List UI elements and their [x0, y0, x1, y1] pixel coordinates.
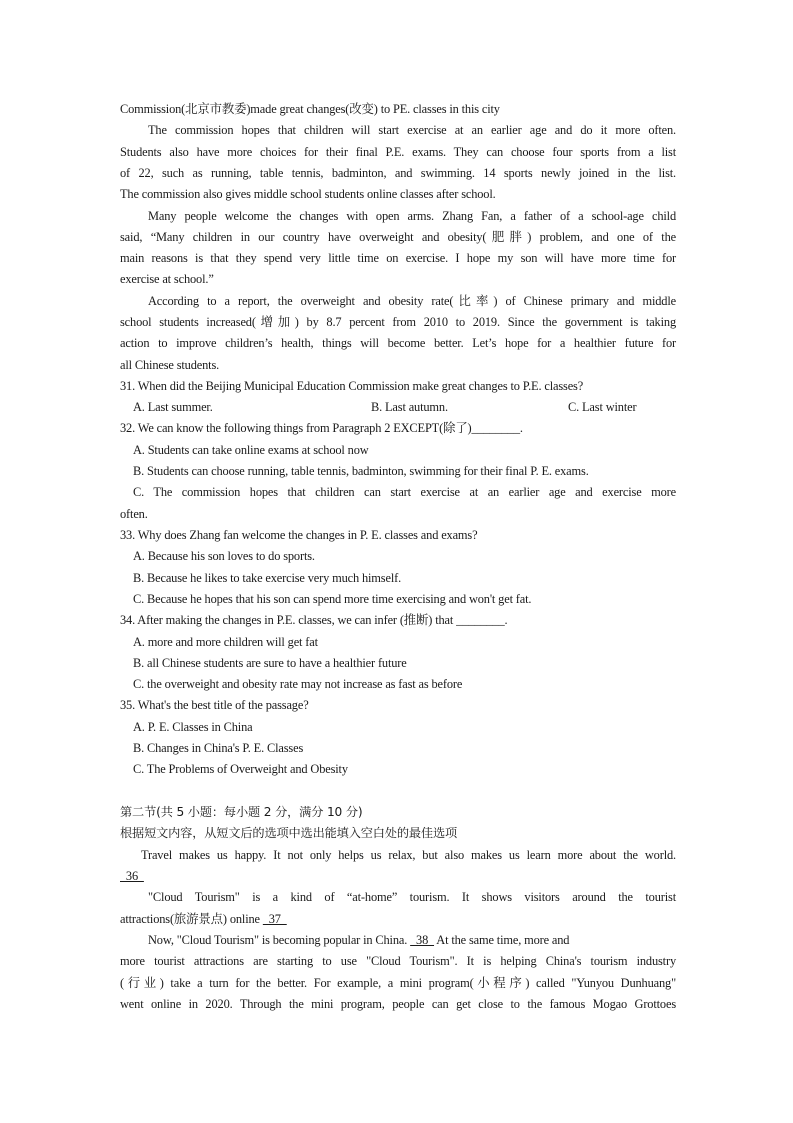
passage-line: said, “Many children in our country have overweight and obesity(肥胖) problem, and one of the — [120, 230, 676, 244]
section-instruction: 根据短文内容，从短文后的选项中选出能填入空白处的最佳选项 — [120, 826, 458, 840]
option-b[interactable]: B. Changes in China's P. E. Classes — [133, 741, 304, 755]
cloze-line: more tourist attractions are starting to use "Cloud Tourism". It is helping China's tourism industry — [120, 954, 676, 968]
question-35: 35. What's the best title of the passage? — [120, 698, 309, 712]
cloze-text: attractions(旅游景点) online — [120, 912, 263, 926]
passage-line: Commission(北京市教委)made great changes(改变) to PE. classes in this city — [120, 102, 500, 116]
option-b[interactable]: B. all Chinese students are sure to have a healthier future — [133, 656, 407, 670]
passage-line: all Chinese students. — [120, 358, 220, 372]
option-c[interactable]: C. The commission hopes that children can start exercise at an earlier age and exercise more — [133, 485, 676, 499]
cloze-line — [148, 932, 676, 948]
blank-36[interactable]: 36 — [120, 869, 144, 883]
cloze-text: Now, "Cloud Tourism" is becoming popular in China. — [148, 933, 411, 947]
question-32: 32. We can know the following things from Paragraph 2 EXCEPT(除了)________. — [120, 421, 523, 435]
option-b[interactable]: B. Because he likes to take exercise very much himself. — [133, 571, 402, 585]
option-c[interactable]: C. the overweight and obesity rate may not increase as fast as before — [133, 677, 463, 691]
passage-line: The commission also gives middle school students online classes after school. — [120, 187, 496, 201]
passage-line: According to a report, the overweight and obesity rate(比率) of Chinese primary and middle — [148, 294, 676, 308]
cloze-text: At the same time, more and — [434, 933, 570, 947]
passage-line: The commission hopes that children will start exercise at an earlier age and do it more often. — [148, 123, 676, 137]
option-b[interactable]: B. Last autumn. — [371, 400, 448, 414]
question-31: 31. When did the Beijing Municipal Education Commission make great changes to P.E. classes? — [120, 379, 584, 393]
cloze-line: went online in 2020. Through the mini program, people can get close to the famous Mogao Grottoes — [120, 997, 676, 1011]
passage-line: Many people welcome the changes with open arms. Zhang Fan, a father of a school-age child — [148, 209, 676, 223]
passage-line: of 22, such as running, table tennis, badminton, and swimming. 14 sports newly joined in the list. — [120, 166, 676, 180]
cloze-line — [120, 911, 676, 927]
passage-line: main reasons is that they spend very little time on exercise. I hope my son will have more time for — [120, 251, 676, 265]
option-c[interactable]: C. Last winter — [568, 400, 637, 414]
option-a[interactable]: A. Students can take online exams at school now — [133, 443, 369, 457]
blank-37[interactable]: 37 — [262, 912, 287, 926]
cloze-line: (行业) take a turn for the better. For example, a mini program(小程序) called "Yunyou Dunhuang" — [120, 976, 676, 990]
cloze-line — [120, 868, 676, 884]
passage-line: Students also have more choices for their final P.E. exams. They can choose four sports from a list — [120, 145, 676, 159]
option-a[interactable]: A. more and more children will get fat — [133, 635, 318, 649]
option-a[interactable]: A. P. E. Classes in China — [133, 720, 253, 734]
blank-38[interactable]: 38 — [410, 933, 435, 947]
option-c-continued: often. — [120, 507, 148, 521]
option-a[interactable]: A. Last summer. — [133, 400, 213, 414]
question-33: 33. Why does Zhang fan welcome the changes in P. E. classes and exams? — [120, 528, 478, 542]
question-34: 34. After making the changes in P.E. classes, we can infer (推断) that ________. — [120, 613, 508, 627]
option-b[interactable]: B. Students can choose running, table tennis, badminton, swimming for their final P. E. exams. — [133, 464, 589, 478]
passage-line: exercise at school.” — [120, 272, 214, 286]
passage-line: school students increased(增加) by 8.7 percent from 2010 to 2019. Since the government is taking — [120, 315, 676, 329]
option-a[interactable]: A. Because his son loves to do sports. — [133, 549, 315, 563]
option-c[interactable]: C. The Problems of Overweight and Obesity — [133, 762, 348, 776]
section-heading: 第二节(共 5 小题：每小题 2 分，满分 10 分) — [120, 805, 363, 819]
option-c[interactable]: C. Because he hopes that his son can spend more time exercising and won't get fat. — [133, 592, 532, 606]
cloze-line: "Cloud Tourism" is a kind of “at-home” tourism. It shows visitors around the tourist — [148, 890, 676, 904]
passage-line: action to improve children’s health, things will become better. Let’s hope for a healthier future for — [120, 336, 676, 350]
cloze-line: Travel makes us happy. It not only helps us relax, but also makes us learn more about the world. — [141, 848, 676, 862]
